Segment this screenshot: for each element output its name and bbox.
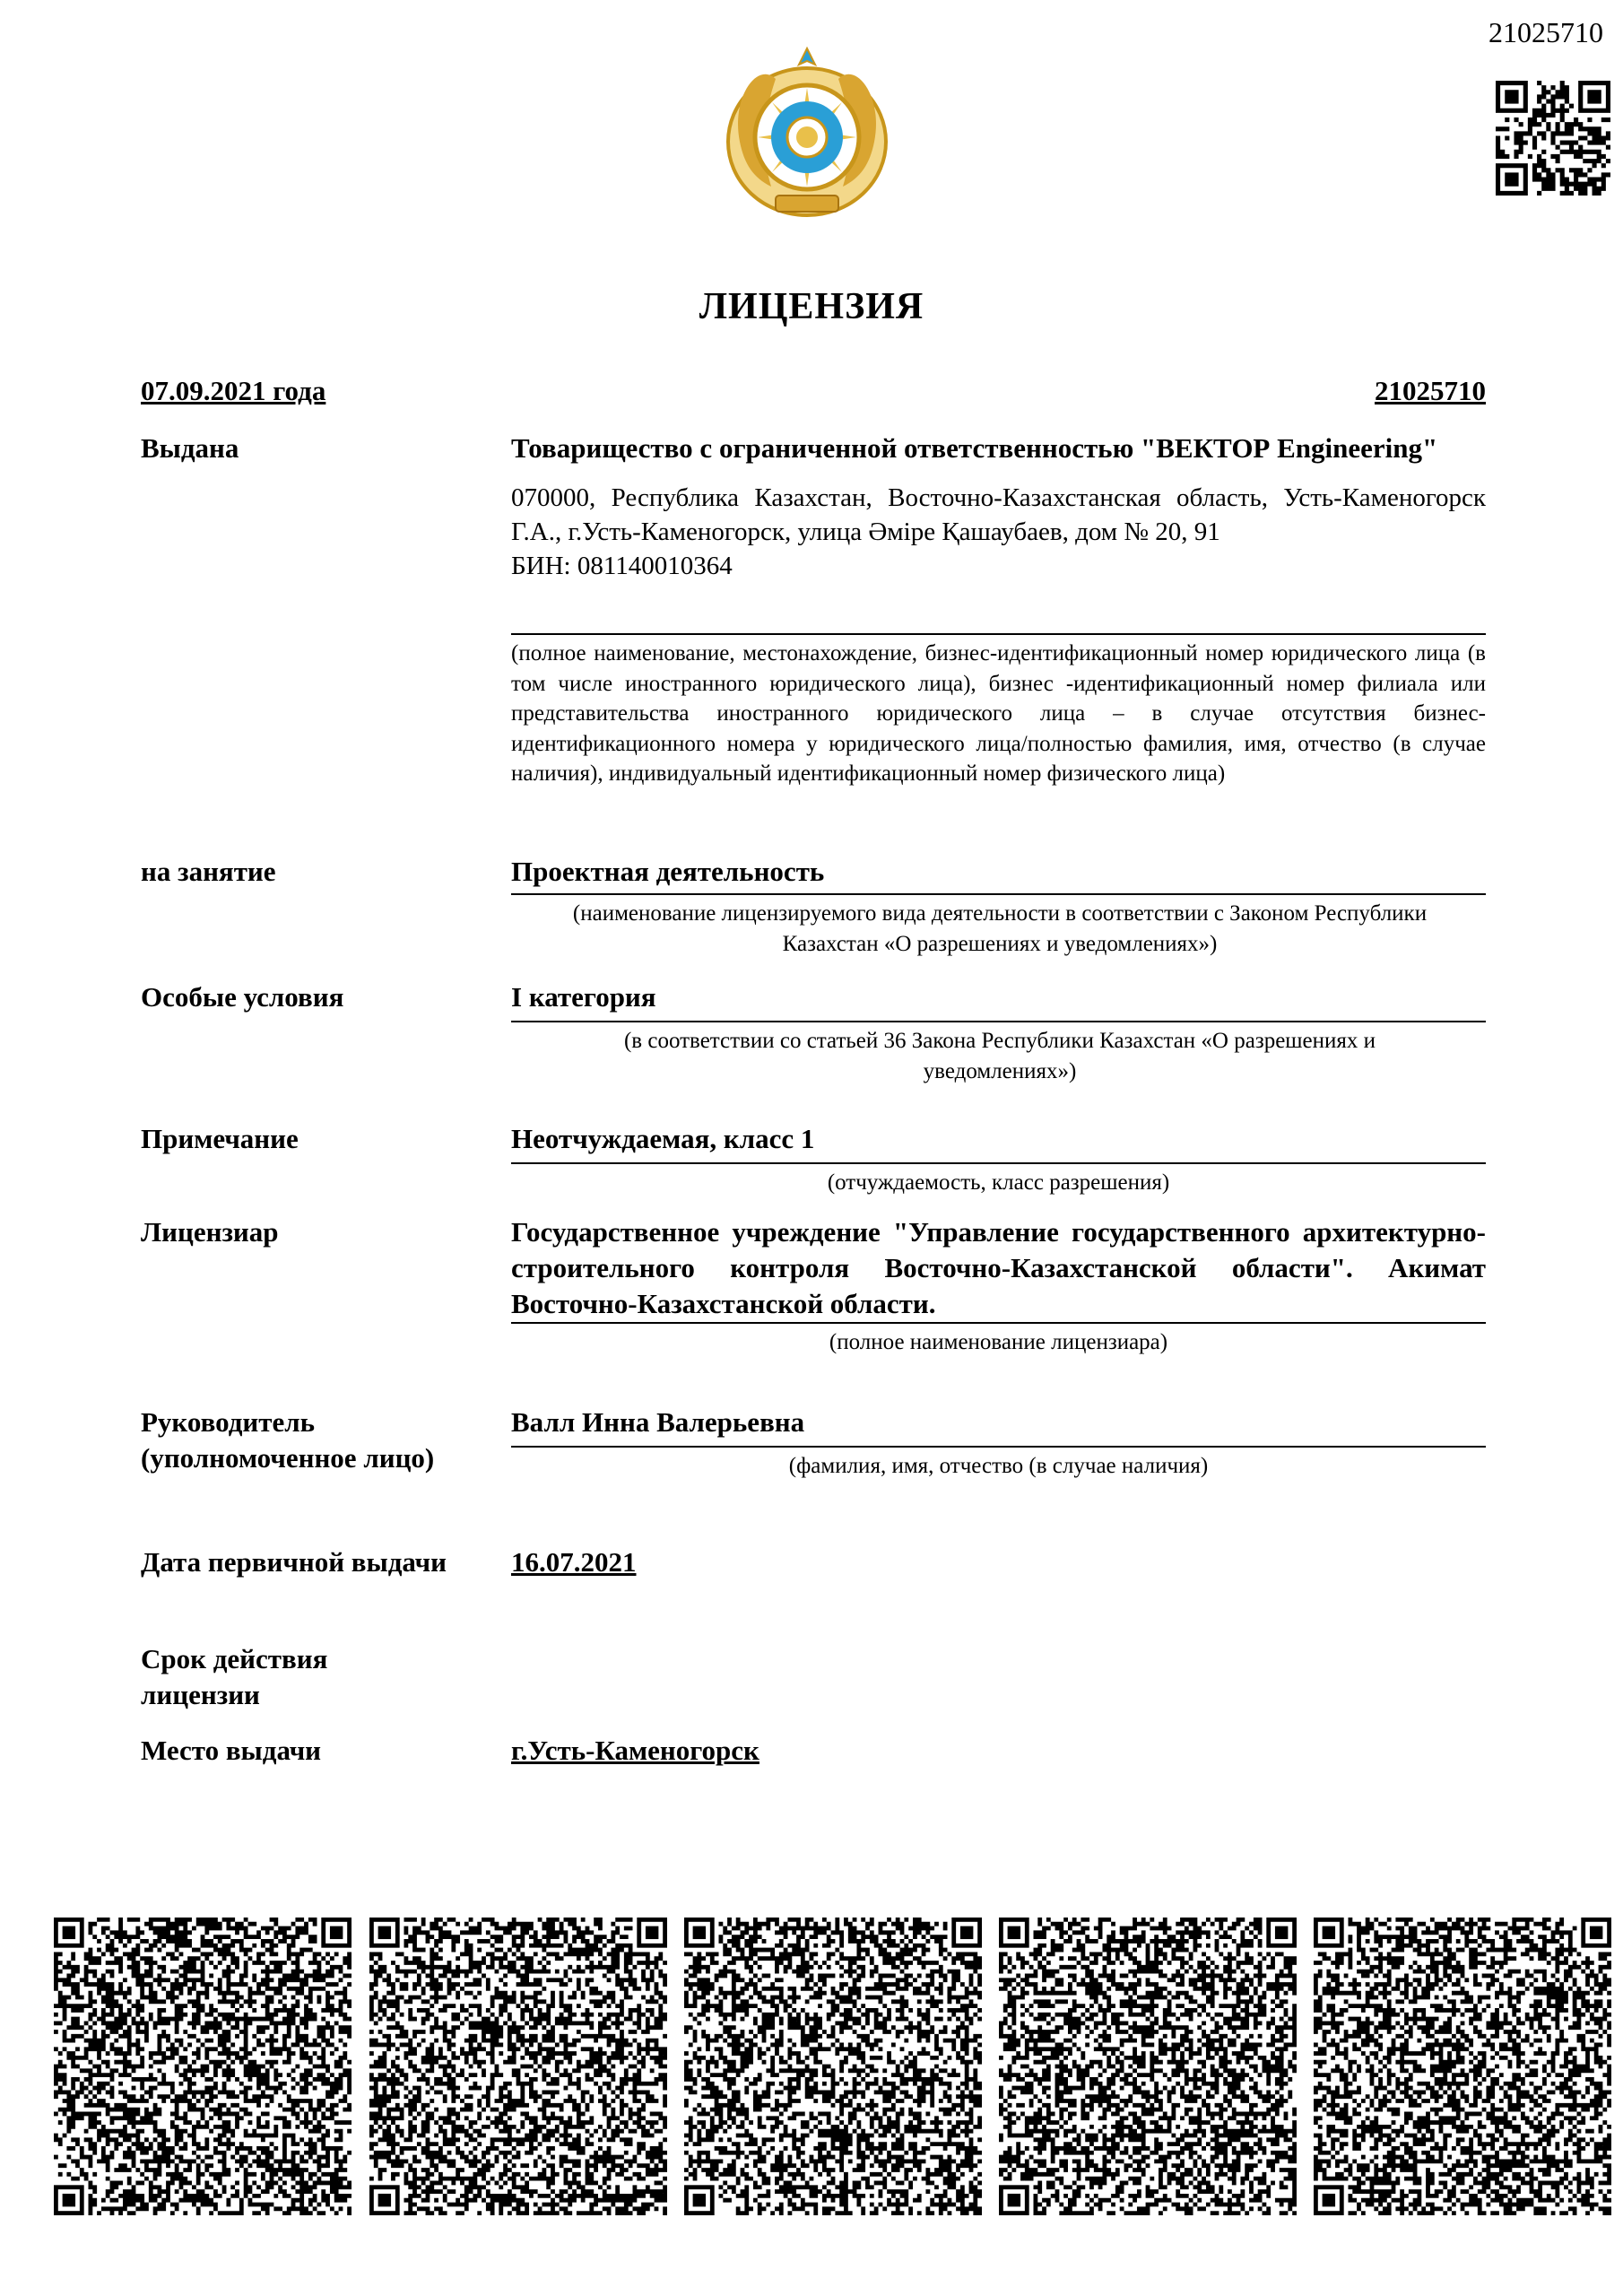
qr-code-bottom-1 [54, 1918, 352, 2215]
note-rule [511, 1162, 1486, 1164]
qr-code-icon [999, 1918, 1297, 2215]
place-label: Место выдачи [141, 1735, 322, 1766]
head-rule [511, 1446, 1486, 1448]
issue-date: 07.09.2021 года [141, 375, 326, 406]
qr-code-bottom-4 [999, 1918, 1297, 2215]
place-value: г.Усть-Каменогорск [511, 1735, 759, 1766]
qr-code-icon [54, 1918, 352, 2215]
licensor-label: Лицензиар [141, 1216, 279, 1248]
validity-label-line2: лицензии [141, 1679, 260, 1710]
validity-label-line1: Срок действия [141, 1643, 328, 1674]
licensor-rule [511, 1322, 1486, 1324]
issued-to-bin: БИН: 081140010364 [511, 552, 733, 580]
first-issue-value: 16.07.2021 [511, 1546, 637, 1578]
conditions-label: Особые условия [141, 981, 344, 1013]
qr-code-icon [369, 1918, 667, 2215]
head-label [141, 1405, 434, 1476]
licensor-hint: (полное наименование лицензиара) [829, 1330, 1168, 1354]
head-value: Валл Инна Валерьевна [511, 1406, 805, 1438]
activity-rule [511, 893, 1486, 895]
kazakhstan-emblem-icon [722, 43, 892, 222]
issued-to-address: 070000, Республика Казахстан, Восточно-Казахстанская область, Усть-Каменогорск Г.А., г.Усть-Каменогорск, улица Әміре Қашаубаев, дом № 20, 91 [511, 483, 1486, 546]
first-issue-label: Дата первичной выдачи [141, 1546, 447, 1578]
qr-code-icon [1314, 1918, 1611, 2215]
activity-label: на занятие [141, 856, 276, 887]
head-hint: (фамилия, имя, отчество (в случае наличия) [788, 1454, 1209, 1478]
qr-code-icon [1496, 81, 1610, 196]
state-emblem [722, 43, 892, 222]
qr-code-top [1496, 81, 1610, 196]
issued-to-hint: (полное наименование, местонахождение, бизнес-идентификационный номер юридического лица (в том числе иностранного юридического лица), бизнес -идентификационный номер филиала или представительства иностранного юридического лица – в случае отсутствия бизнес-идентификационного номера у юридического лица/полностью фамилия, имя, отчество (в случае наличия), индивидуальный идентификационный номер физического лица) [511, 641, 1486, 786]
licensor-value: Государственное учреждение "Управление государственного архитектурно-строительного контроля Восточно-Казахстанской области". Акимат Восточно-Казахстанской области. [511, 1216, 1486, 1319]
note-value: Неотчуждаемая, класс 1 [511, 1123, 815, 1154]
activity-hint: (наименование лицензируемого вида деятельности в соответствии с Законом Республики Казахстан «О разрешениях и уведомлениях») [572, 901, 1428, 956]
document-number-top: 21025710 [1488, 16, 1603, 48]
conditions-rule [511, 1021, 1486, 1022]
qr-code-bottom-5 [1314, 1918, 1611, 2215]
validity-label [141, 1641, 327, 1713]
note-label: Примечание [141, 1123, 299, 1154]
qr-code-bottom-2 [369, 1918, 667, 2215]
issued-to-label: Выдана [141, 432, 239, 464]
license-number: 21025710 [1375, 375, 1486, 406]
issued-to-name: Товарищество с ограниченной ответственностью "ВЕКТОР Engineering" [511, 432, 1438, 464]
head-label-line2: (уполномоченное лицо) [141, 1442, 435, 1474]
document-title: ЛИЦЕНЗИЯ [699, 286, 924, 327]
activity-value: Проектная деятельность [511, 856, 825, 887]
issued-to-rule [511, 633, 1486, 635]
head-label-line1: Руководитель [141, 1406, 316, 1438]
note-hint: (отчуждаемость, класс разрешения) [827, 1170, 1170, 1195]
conditions-hint: (в соответствии со статьей 36 Закона Республики Казахстан «О разрешениях и уведомлениях») [623, 1029, 1376, 1083]
conditions-value: I категория [511, 981, 656, 1013]
qr-code-bottom-3 [684, 1918, 982, 2215]
qr-code-icon [684, 1918, 982, 2215]
issued-to-block [511, 430, 1486, 583]
